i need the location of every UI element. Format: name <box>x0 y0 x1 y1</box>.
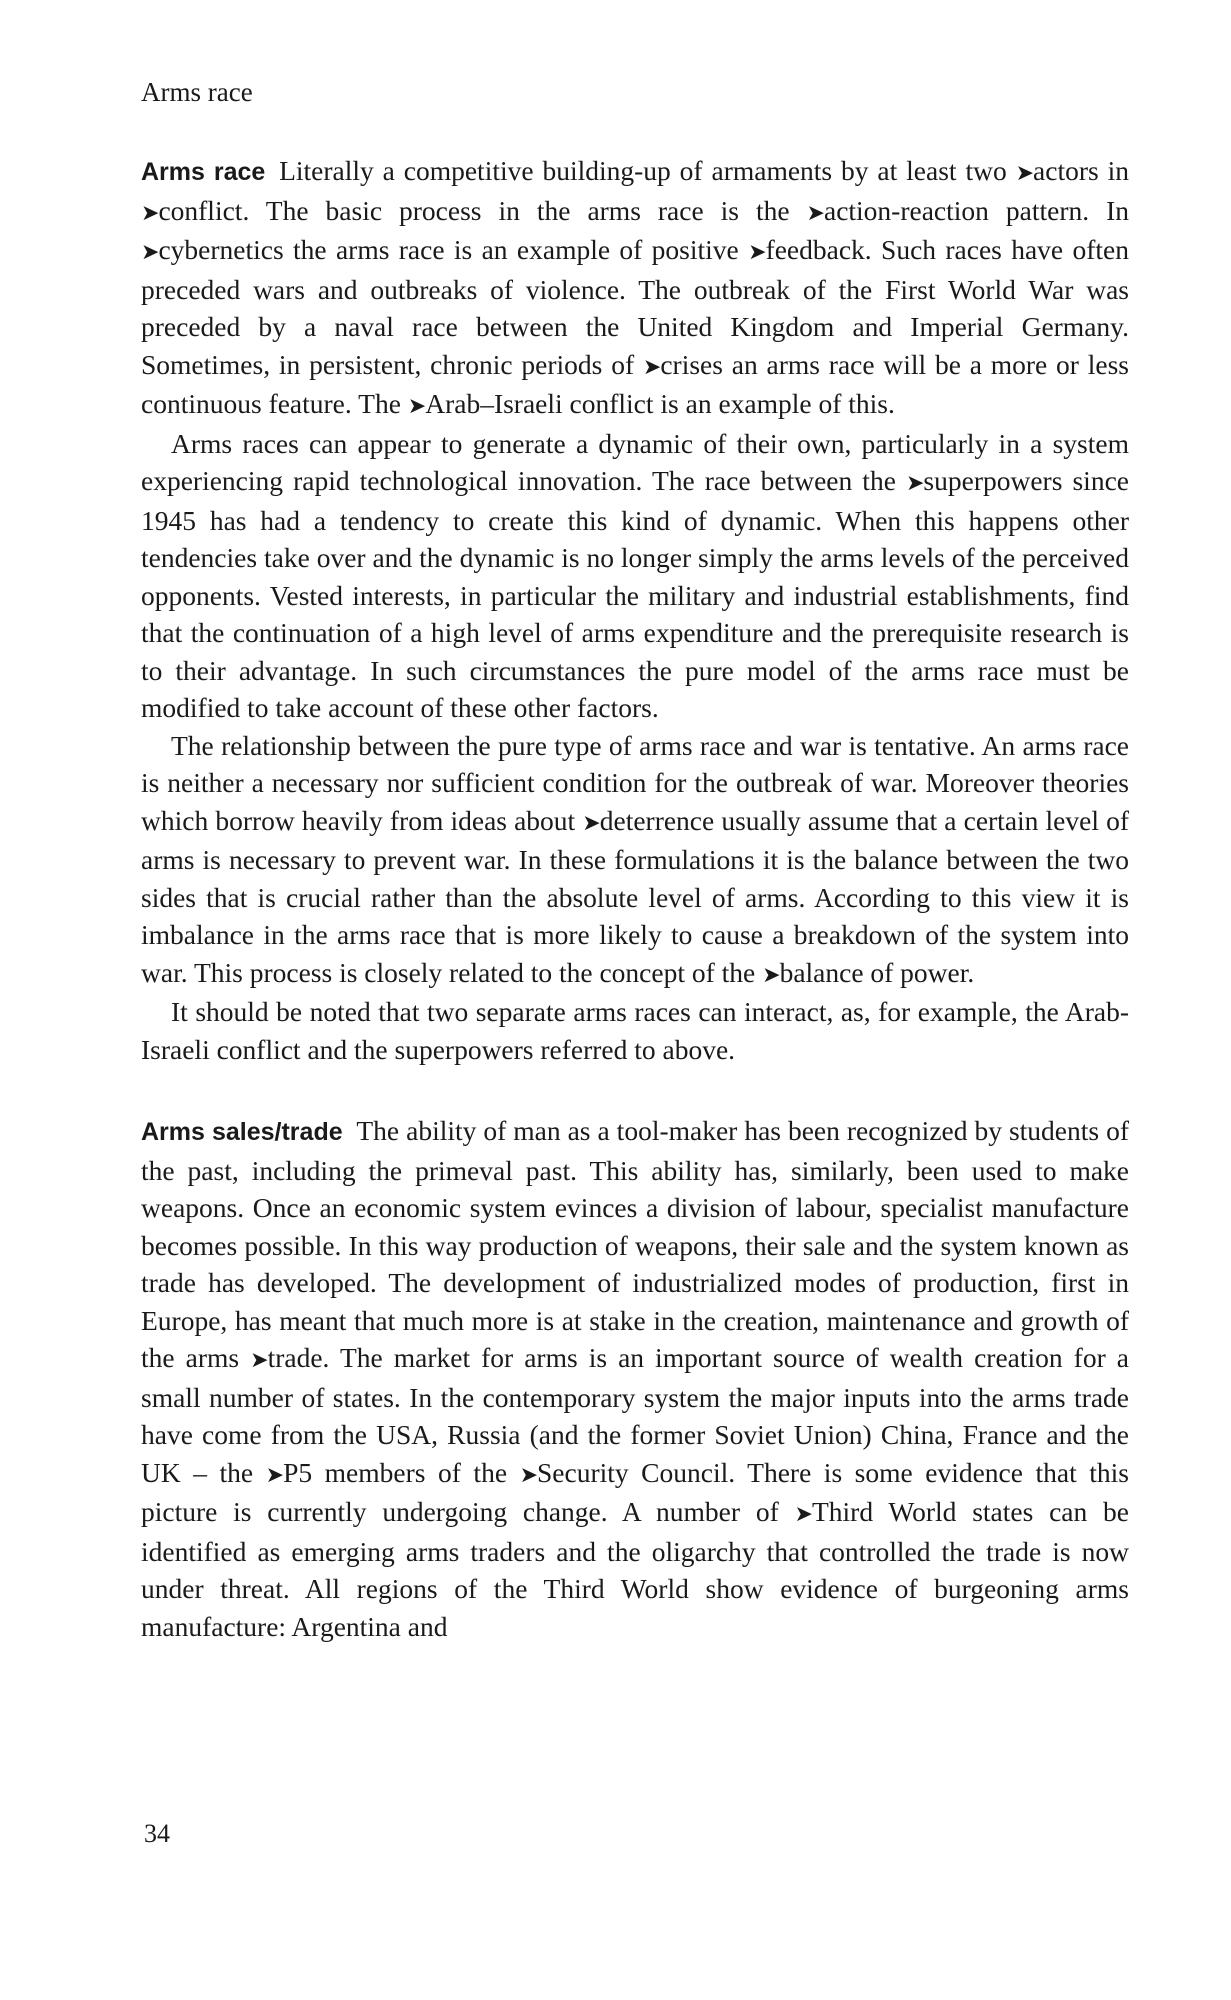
cross-reference-link[interactable]: Arab–Israeli <box>425 388 563 419</box>
entry-headword: Arms race <box>141 158 266 186</box>
cross-reference-link[interactable]: crises <box>660 348 723 380</box>
entry <box>141 1112 1129 1645</box>
cross-reference-arrow-icon: ➤ <box>250 1347 268 1372</box>
cross-reference-arrow-icon: ➤ <box>762 961 780 987</box>
page-number: 34 <box>144 1819 170 1848</box>
cross-reference-arrow-icon: ➤ <box>1015 160 1034 185</box>
cross-reference-link[interactable]: action-reaction <box>823 194 989 226</box>
cross-reference-arrow-icon: ➤ <box>794 1501 812 1526</box>
cross-reference-arrow-icon: ➤ <box>407 393 426 418</box>
entry-paragraph: Arms race Literally a competitive building-up of armaments by at least two ➤actors in ➤conflict. The basic process in the arms race is the ➤action-reaction pattern. In ➤cybernetics the arms race is an example of positive ➤feedback. Such races have often preceded wars and outbreaks of violence. The outbreak of the First World War was preceded by a naval race between the United Kingdom and Imperial Germany. Sometimes, in persistent, chronic periods of ➤crises an arms race will be a more or less continuous feature. The ➤Arab–Israeli conflict is an example of this. <box>141 155 1129 419</box>
cross-reference-link[interactable]: P5 <box>283 1456 313 1488</box>
cross-reference-link[interactable]: feedback <box>765 234 865 265</box>
cross-reference-link[interactable]: Security Council <box>537 1456 729 1488</box>
cross-reference-arrow-icon: ➤ <box>265 1461 284 1487</box>
cross-reference-arrow-icon: ➤ <box>748 239 766 264</box>
cross-reference-link[interactable]: actors <box>1033 155 1099 186</box>
entry-paragraph: Arms races can appear to generate a dynamic of their own, particularly in a system experiencing rapid technological innovation. The race between the ➤superpowers since 1945 has had a tendency to create this kind of dynamic. When this happens other tendencies take over and the dynamic is no longer simply the arms levels of the perceived opponents. Vested interests, in particular the military and industrial establishments, find that the continuation of a high level of arms expenditure and the prerequisite research is to their advantage. In such circumstances the pure model of the arms race must be modified to take account of these other factors. <box>141 427 1129 723</box>
cross-reference-link[interactable]: cybernetics <box>158 234 284 265</box>
cross-reference-link[interactable]: trade <box>267 1342 323 1373</box>
entries-container <box>141 152 1129 1645</box>
entry-paragraph: It should be noted that two separate arms races can interact, as, for example, the Arab-Israeli conflict and the superpowers referred to above. <box>141 996 1129 1065</box>
cross-reference-arrow-icon: ➤ <box>806 199 824 225</box>
cross-reference-arrow-icon: ➤ <box>642 353 661 379</box>
entry <box>141 152 1129 1068</box>
cross-reference-link[interactable]: balance of power <box>779 956 968 988</box>
entry-paragraph: The relationship between the pure type of arms race and war is tentative. An arms race is neither a necessary nor sufficient condition for the outbreak of war. Moreover theories which borrow heavily from ideas about ➤deterrence usually assume that a certain level of arms is necessary to prevent war. In these formulations it is the balance between the two sides that is crucial rather than the absolute level of arms. According to this view it is imbalance in the arms race that is more likely to cause a breakdown of the system into war. This process is closely related to the concept of the ➤balance of power. <box>141 729 1129 988</box>
dictionary-page <box>141 72 1129 1689</box>
cross-reference-link[interactable]: superpowers <box>923 465 1063 496</box>
cross-reference-link[interactable]: deterrence <box>599 804 715 836</box>
cross-reference-arrow-icon: ➤ <box>141 239 159 264</box>
cross-reference-arrow-icon: ➤ <box>582 809 600 835</box>
entry-paragraph: Arms sales/trade The ability of man as a tool-maker has been recognized by students of the past, including the primeval past. This ability has, similarly, been used to make weapons. Once an economic system evinces a division of labour, specialist manufacture becomes possible. In this way production of weapons, their sale and the system known as trade has developed. The development of industrialized modes of production, first in Europe, has meant that much more is at stake in the creation, maintenance and growth of the arms ➤trade. The market for arms is an important source of wealth creation for a small number of states. In the contemporary system the major inputs into the arms trade have come from the USA, Russia (and the former Soviet Union) China, France and the UK – the ➤P5 members of the ➤Security Council. There is some evidence that this picture is currently undergoing change. A number of ➤Third World states can be identified as emerging arms traders and the oligarchy that controlled the trade is now under threat. All regions of the Third World show evidence of burgeoning arms manufacture: Argentina and <box>141 1115 1130 1642</box>
cross-reference-arrow-icon: ➤ <box>905 470 924 495</box>
cross-reference-arrow-icon: ➤ <box>519 1461 537 1487</box>
cross-reference-link[interactable]: conflict <box>158 194 243 226</box>
cross-reference-link[interactable]: Third World <box>811 1496 957 1527</box>
running-head: Arms race <box>141 77 253 107</box>
entry-headword: Arms sales/trade <box>141 1118 343 1146</box>
cross-reference-arrow-icon: ➤ <box>141 199 159 225</box>
